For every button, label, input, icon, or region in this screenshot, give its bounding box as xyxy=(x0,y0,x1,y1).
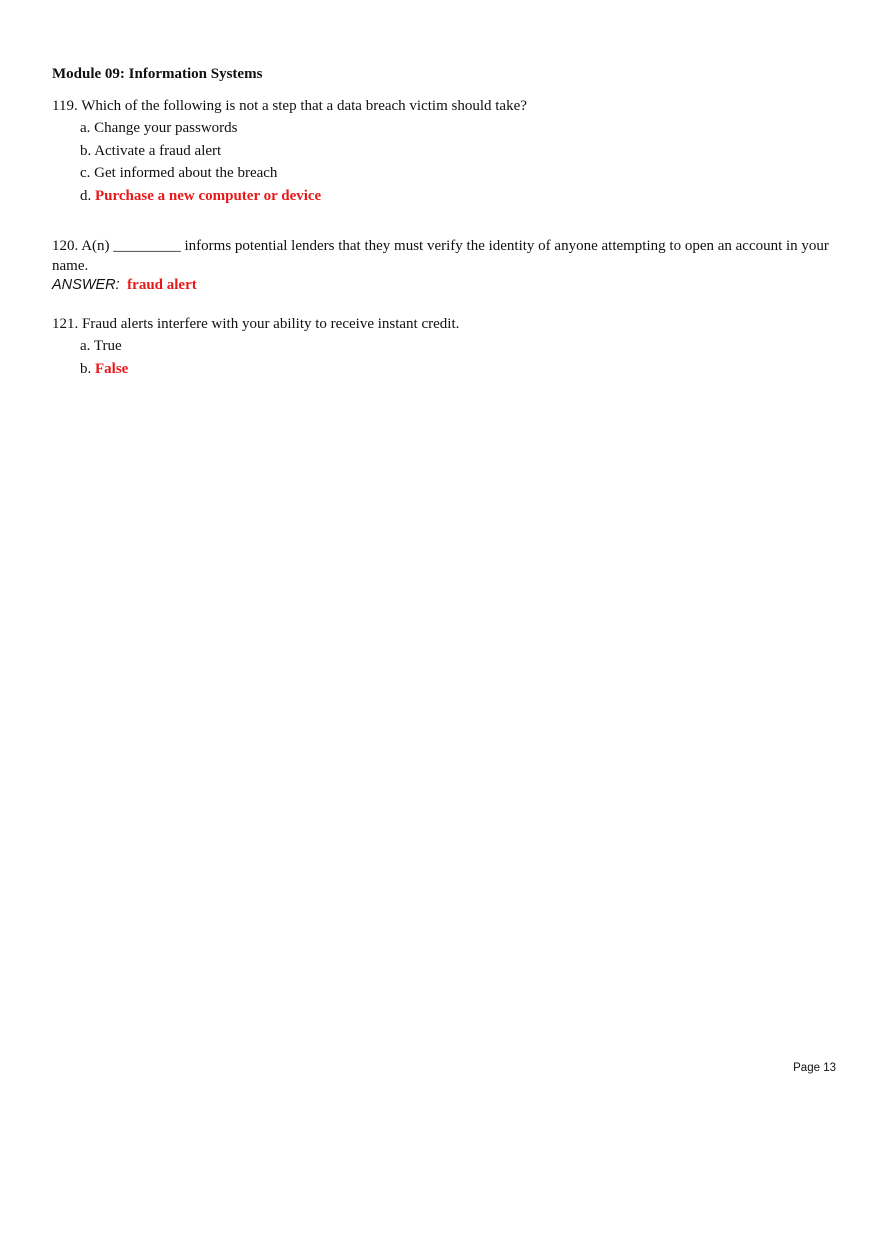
option-letter: a. xyxy=(80,338,91,354)
option-letter: a. xyxy=(80,120,91,136)
question-stem: A(n) _________ informs potential lenders that they must verify the identity of anyone attempting to open an account in your name. xyxy=(52,238,829,274)
question-text xyxy=(52,236,842,276)
option-letter: b. xyxy=(80,360,92,377)
question-number: 119. xyxy=(52,98,78,114)
question-stem: Fraud alerts interfere with your ability to receive instant credit. xyxy=(82,316,460,332)
option-c xyxy=(80,163,842,183)
option-b xyxy=(80,359,842,379)
correct-option-text: False xyxy=(95,360,129,377)
page-number: Page 13 xyxy=(793,1062,836,1074)
option-text: True xyxy=(93,338,122,354)
answer-label: ANSWER: xyxy=(52,277,120,293)
option-text: Activate a fraud alert xyxy=(94,142,222,159)
correct-option-text: Purchase a new computer or device xyxy=(95,187,322,204)
question-number: 121. xyxy=(52,316,79,332)
question-120 xyxy=(52,236,842,295)
option-a xyxy=(80,336,842,356)
question-text xyxy=(52,314,842,334)
module-title: Module 09: Information Systems xyxy=(52,66,263,82)
option-text: Change your passwords xyxy=(94,120,238,136)
answer-value: fraud alert xyxy=(127,277,197,293)
option-letter: d. xyxy=(80,187,92,204)
question-119 xyxy=(52,96,842,208)
answer-options xyxy=(52,118,842,206)
option-d xyxy=(80,186,842,206)
question-text xyxy=(52,96,842,116)
option-a xyxy=(80,118,842,138)
answer-options xyxy=(52,336,842,379)
option-text: Get informed about the breach xyxy=(94,165,278,181)
question-number: 120. xyxy=(52,238,79,254)
question-stem: Which of the following is not a step that a data breach victim should take? xyxy=(81,98,527,114)
option-letter: c. xyxy=(80,165,91,181)
option-b xyxy=(80,141,842,161)
question-121 xyxy=(52,314,842,381)
option-letter: b. xyxy=(80,142,92,159)
answer-line xyxy=(52,276,842,295)
